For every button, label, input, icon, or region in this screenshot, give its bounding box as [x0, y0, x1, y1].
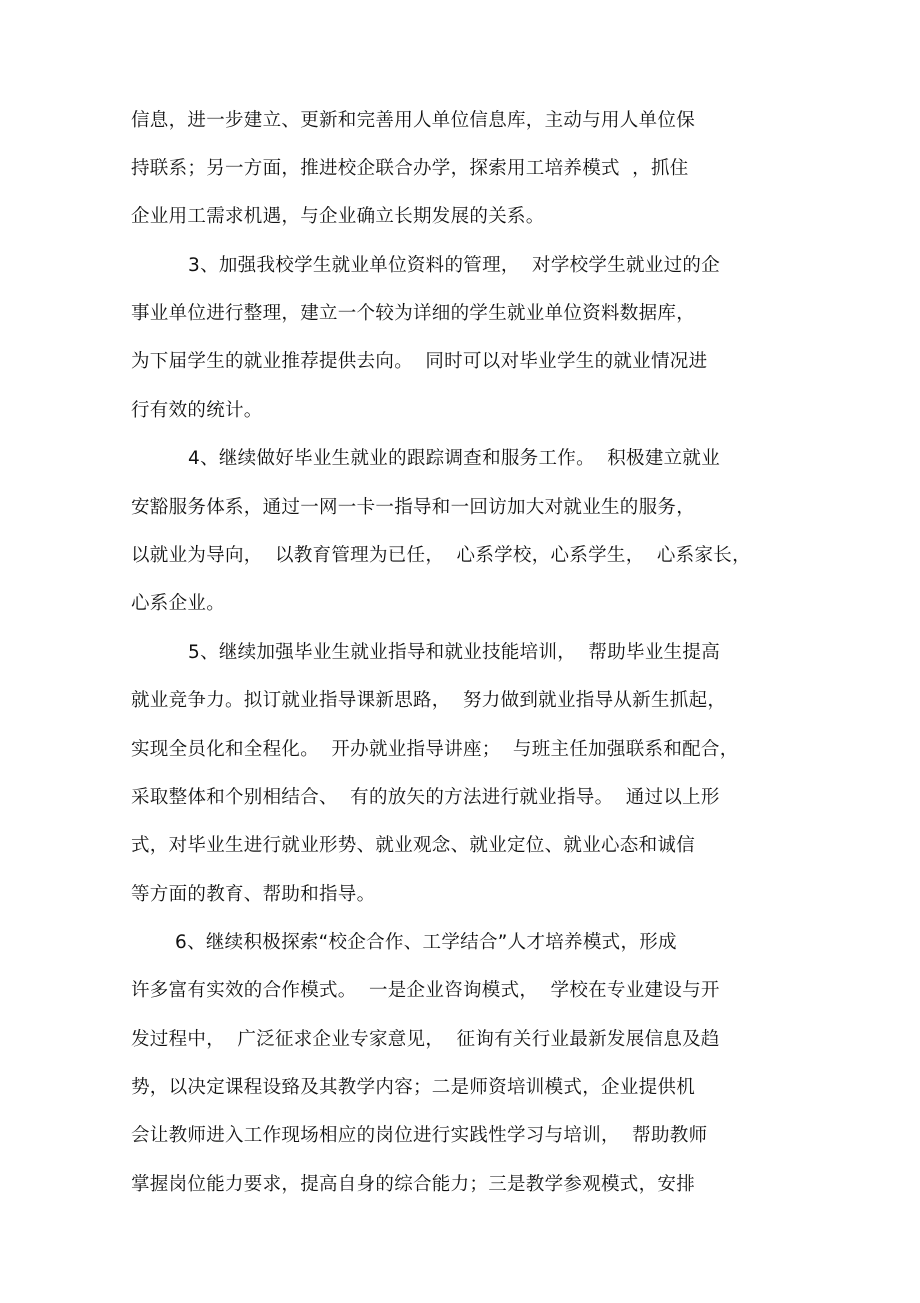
text-line: 持联系；另一方面，推进校企联合办学，探索用工培养模式 ，抓住	[131, 158, 689, 179]
text-line: 许多富有实效的合作模式。 一是企业咨询模式， 学校在专业建设与开	[131, 980, 720, 1001]
paragraph-5-first-line: 5、继续加强毕业生就业指导和就业技能培训， 帮助毕业生提高	[188, 642, 721, 663]
text-line: 式，对毕业生进行就业形势、就业观念、就业定位、就业心态和诚信	[131, 835, 696, 856]
text-line: 行有效的统计。	[131, 400, 263, 421]
text-line: 心系企业。	[131, 593, 226, 614]
paragraph-3-first-line: 3、加强我校学生就业单位资料的管理， 对学校学生就业过的企	[188, 255, 721, 276]
text-line: 安豁服务体系，通过一网一卡一指导和一回访加大对就业生的服务，	[131, 497, 696, 518]
text-line: 发过程中， 广泛征求企业专家意见， 征询有关行业最新发展信息及趋	[131, 1029, 720, 1050]
text-line: 采取整体和个别相结合、 有的放矢的方法进行就业指导。 通过以上形	[131, 787, 720, 808]
text-line: 掌握岗位能力要求，提高自身的综合能力；三是教学参观模式，安排	[131, 1174, 696, 1195]
text-line: 信息，进一步建立、更新和完善用人单位信息库，主动与用人单位保	[131, 110, 696, 131]
text-line: 势，以决定课程设臵及其教学内容；二是师资培训模式，企业提供机	[131, 1077, 696, 1098]
text-line: 为下届学生的就业推荐提供去向。 同时可以对毕业学生的就业情况进	[131, 351, 708, 372]
text-line: 等方面的教育、帮助和指导。	[131, 884, 376, 905]
text-line: 事业单位进行整理，建立一个较为详细的学生就业单位资料数据库，	[131, 303, 696, 324]
paragraph-6-first-line: 6、继续积极探索“校企合作、工学结合”人才培养模式，形成	[175, 932, 677, 953]
text-line: 实现全员化和全程化。 开办就业指导讲座； 与班主任加强联系和配合，	[131, 739, 739, 760]
text-line: 以就业为导向， 以教育管理为已任， 心系学校，心系学生， 心系家长，	[131, 545, 751, 566]
paragraph-4-first-line: 4、继续做好毕业生就业的跟踪调查和服务工作。 积极建立就业	[188, 448, 721, 469]
text-line: 会让教师进入工作现场相应的岗位进行实践性学习与培训， 帮助教师	[131, 1125, 708, 1146]
text-line: 企业用工需求机遇，与企业确立长期发展的关系。	[131, 206, 545, 227]
text-line: 就业竞争力。拟订就业指导课新思路， 努力做到就业指导从新生抓起，	[131, 690, 727, 711]
